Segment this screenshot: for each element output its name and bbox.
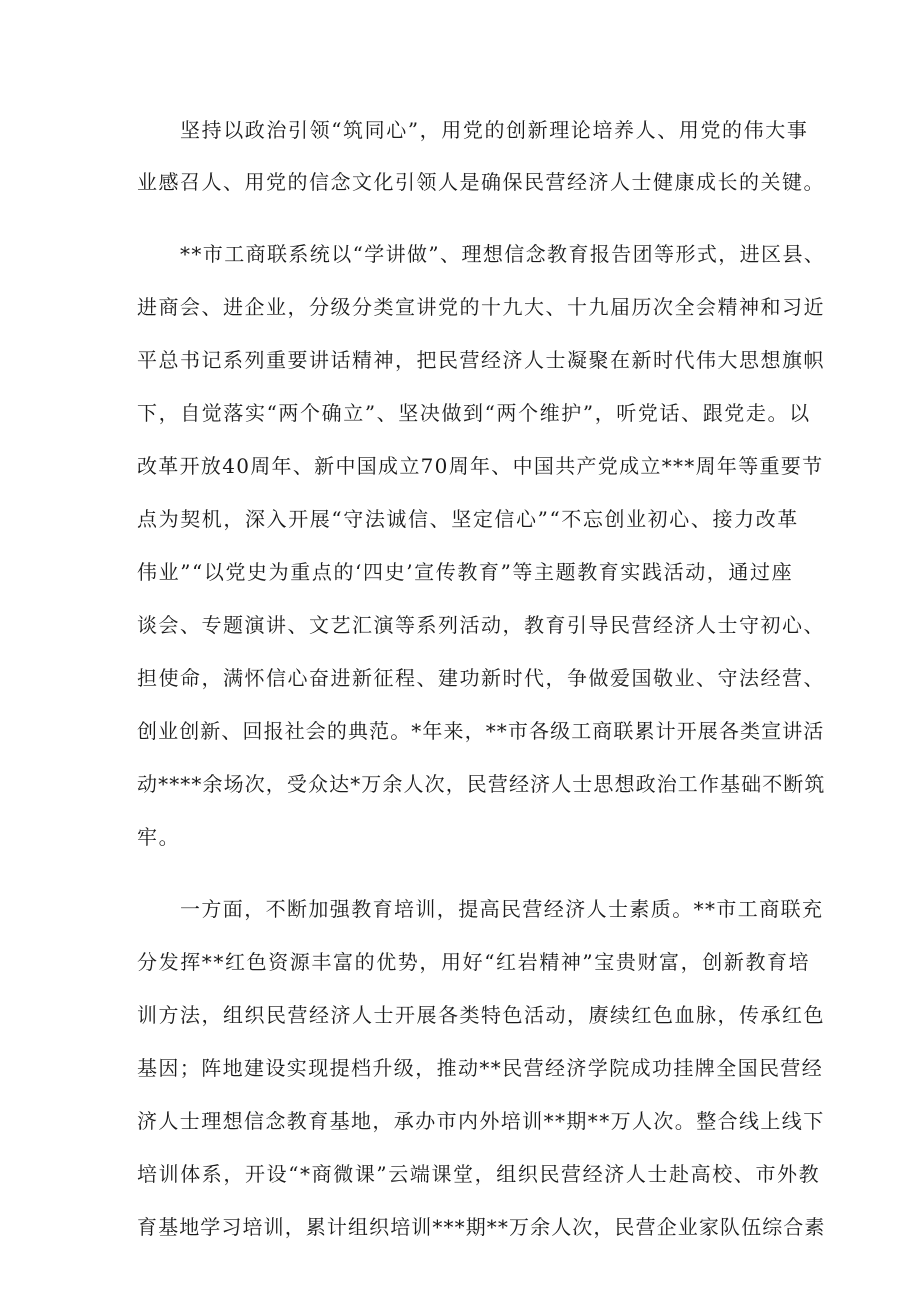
text-line: 一方面，不断加强教育培训，提高民营经济人士素质。**市工商联充 bbox=[180, 897, 824, 921]
text-line: 训方法，组织民营经济人士开展各类特色活动，赓续红色血脉，传承红色 bbox=[137, 1003, 825, 1027]
text-line: 下，自觉落实“两个确立”、坚决做到“两个维护”，听党话、跟党走。以 bbox=[137, 401, 811, 425]
text-line: 创业创新、回报社会的典范。*年来，**市各级工商联累计开展各类宣讲活 bbox=[137, 719, 825, 743]
text-line: 伟业”“以党史为重点的‘四史’宣传教育”等主题教育实践活动，通过座 bbox=[137, 560, 794, 584]
text-line: 担使命，满怀信心奋进新征程、建功新时代，争做爱国敬业、守法经营、 bbox=[137, 666, 825, 690]
text-line: 牢。 bbox=[137, 825, 181, 849]
text-line: 济人士理想信念教育基地，承办市内外培训**期**万人次。整合线上线下 bbox=[137, 1109, 825, 1133]
text-line: 谈会、专题演讲、文艺汇演等系列活动，教育引导民营经济人士守初心、 bbox=[137, 613, 825, 637]
text-line: 改革开放40周年、新中国成立70周年、中国共产党成立***周年等重要节 bbox=[137, 454, 824, 478]
text-line: 坚持以政治引领“筑同心”，用党的创新理论培养人、用党的伟大事 bbox=[180, 118, 809, 142]
text-line: 育基地学习培训，累计组织培训***期**万余人次，民营企业家队伍综合素 bbox=[137, 1215, 826, 1239]
text-line: **市工商联系统以“学讲做”、理想信念教育报告团等形式，进区县、 bbox=[180, 242, 826, 266]
text-line: 平总书记系列重要讲话精神，把民营经济人士凝聚在新时代伟大思想旗帜 bbox=[137, 348, 825, 372]
text-line: 动****余场次，受众达*万余人次，民营经济人士思想政治工作基础不断筑 bbox=[137, 772, 826, 796]
text-line: 培训体系，开设“*商微课”云端课堂，组织民营经济人士赴高校、市外教 bbox=[137, 1162, 821, 1186]
text-line: 分发挥**红色资源丰富的优势，用好“红岩精神”宝贵财富，创新教育培 bbox=[137, 950, 811, 974]
text-line: 基因；阵地建设实现提档升级，推动**民营经济学院成功挂牌全国民营经 bbox=[137, 1056, 824, 1080]
text-line: 业感召人、用党的信念文化引领人是确保民营经济人士健康成长的关键。 bbox=[137, 170, 825, 194]
text-line: 进商会、进企业，分级分类宣讲党的十九大、十九届历次全会精神和习近 bbox=[137, 295, 825, 319]
text-line: 点为契机，深入开展“守法诚信、坚定信心”“不忘创业初心、接力改革 bbox=[137, 507, 799, 531]
